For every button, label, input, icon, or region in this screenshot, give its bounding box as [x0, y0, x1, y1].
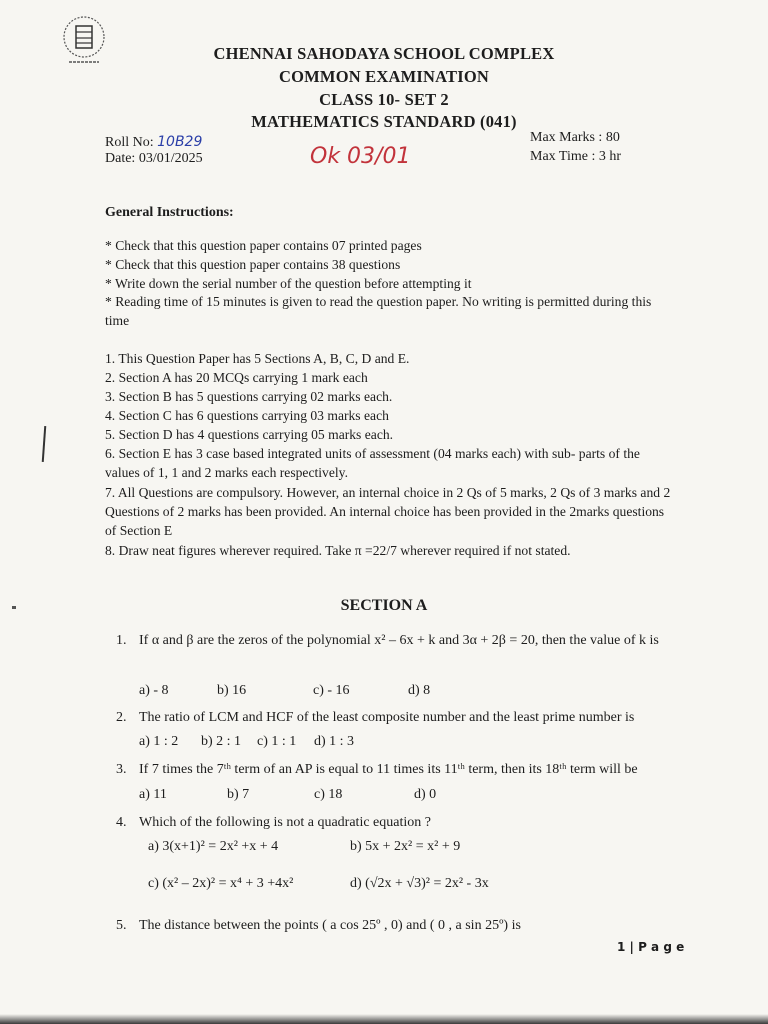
option-a: a) 3(x+1)² = 2x² +x + 4 [148, 839, 279, 854]
school-name: CHENNAI SAHODAYA SCHOOL COMPLEX [213, 44, 555, 63]
instruction-item: 5. Section D has 4 questions carrying 05 marks each. [105, 427, 394, 442]
instruction-bullet: * Reading time of 15 minutes is given to read the question paper. No writing is permitted during this time [105, 294, 652, 328]
question-text: The ratio of LCM and HCF of the least composite number and the least prime number is [139, 710, 635, 725]
exam-date [105, 151, 203, 167]
option-b: b) 5x + 2x² = x² + 9 [350, 839, 461, 854]
section-a-title: SECTION A [340, 597, 428, 614]
option-c: c) - 16 [313, 683, 350, 698]
option-d: d) 8 [408, 683, 431, 698]
option-b: b) 16 [217, 683, 247, 698]
question-number: 5. [116, 918, 127, 933]
roll-number [105, 134, 202, 151]
instruction-item: 1. This Question Paper has 5 Sections A, B, C, D and E. [105, 351, 410, 366]
question-number: 3. [116, 762, 127, 777]
option-c: c) 1 : 1 [257, 734, 297, 749]
question-number: 2. [116, 710, 127, 725]
class-set: CLASS 10- SET 2 [319, 90, 449, 109]
question-text: The distance between the points ( a cos 25º , 0) and ( 0 , a sin 25º) is [139, 918, 521, 933]
roll-value: 10B29 [157, 134, 203, 150]
instruction-item: 4. Section C has 6 questions carrying 03 marks each [105, 408, 389, 423]
max-time: Max Time : 3 hr [530, 149, 622, 164]
instruction-bullet: * Check that this question paper contains 07 printed pages [105, 238, 422, 253]
question-number: 4. [116, 815, 127, 830]
roll-label: Roll No: [105, 135, 154, 150]
instruction-item: 7. All Questions are compulsory. However, an internal choice in 2 Qs of 5 marks, 2 Qs of 3 marks and 2 Questions of 2 marks has been provided. An internal choice has been provided in the 2marks questions of Section E [105, 485, 671, 538]
option-c: c) (x² – 2x)² = x⁴ + 3 +4x² [148, 876, 294, 891]
option-a: a) - 8 [139, 683, 169, 698]
margin-pen-mark [42, 426, 47, 462]
instruction-item: 3. Section B has 5 questions carrying 02 marks each. [105, 389, 393, 404]
instruction-item: 8. Draw neat figures wherever required. Take π =22/7 wherever required if not stated. [105, 543, 571, 558]
general-instructions-title: General Instructions: [105, 205, 234, 220]
scan-speck [12, 606, 16, 609]
option-d: d) 1 : 3 [314, 734, 355, 749]
option-d: d) (√2x + √3)² = 2x² - 3x [350, 876, 489, 891]
max-marks: Max Marks : 80 [530, 130, 620, 145]
option-b: b) 2 : 1 [201, 734, 242, 749]
question-text: Which of the following is not a quadratic equation ? [139, 815, 431, 830]
instruction-item: 2. Section A has 20 MCQs carrying 1 mark each [105, 370, 368, 385]
instruction-bullet: * Write down the serial number of the question before attempting it [105, 276, 472, 291]
date-value: 03/01/2025 [138, 151, 203, 166]
date-label: Date: [105, 151, 136, 166]
page-number: 1 | P a g e [617, 940, 685, 954]
question-text: If 7 times the 7ᵗʰ term of an AP is equal to 11 times its 11ᵗʰ term, then its 18ᵗʰ term will be [139, 762, 638, 777]
option-c: c) 18 [314, 787, 343, 802]
question-text: If α and β are the zeros of the polynomial x² – 6x + k and 3α + 2β = 20, then the value of k is [139, 633, 659, 648]
exam-name: COMMON EXAMINATION [279, 67, 489, 86]
instruction-bullet: * Check that this question paper contains 38 questions [105, 257, 401, 272]
option-a: a) 11 [139, 787, 167, 802]
instruction-item: 6. Section E has 3 case based integrated units of assessment (04 marks each) with sub- parts of the values of 1, 1 and 2 marks each respectively. [105, 446, 640, 480]
scan-bottom-edge [0, 1014, 768, 1024]
subject-title: MATHEMATICS STANDARD (041) [251, 112, 517, 131]
option-d: d) 0 [414, 787, 437, 802]
teacher-signature: Ok 03/01 [310, 144, 411, 169]
option-a: a) 1 : 2 [139, 734, 179, 749]
question-number: 1. [116, 633, 127, 648]
option-b: b) 7 [227, 787, 250, 802]
